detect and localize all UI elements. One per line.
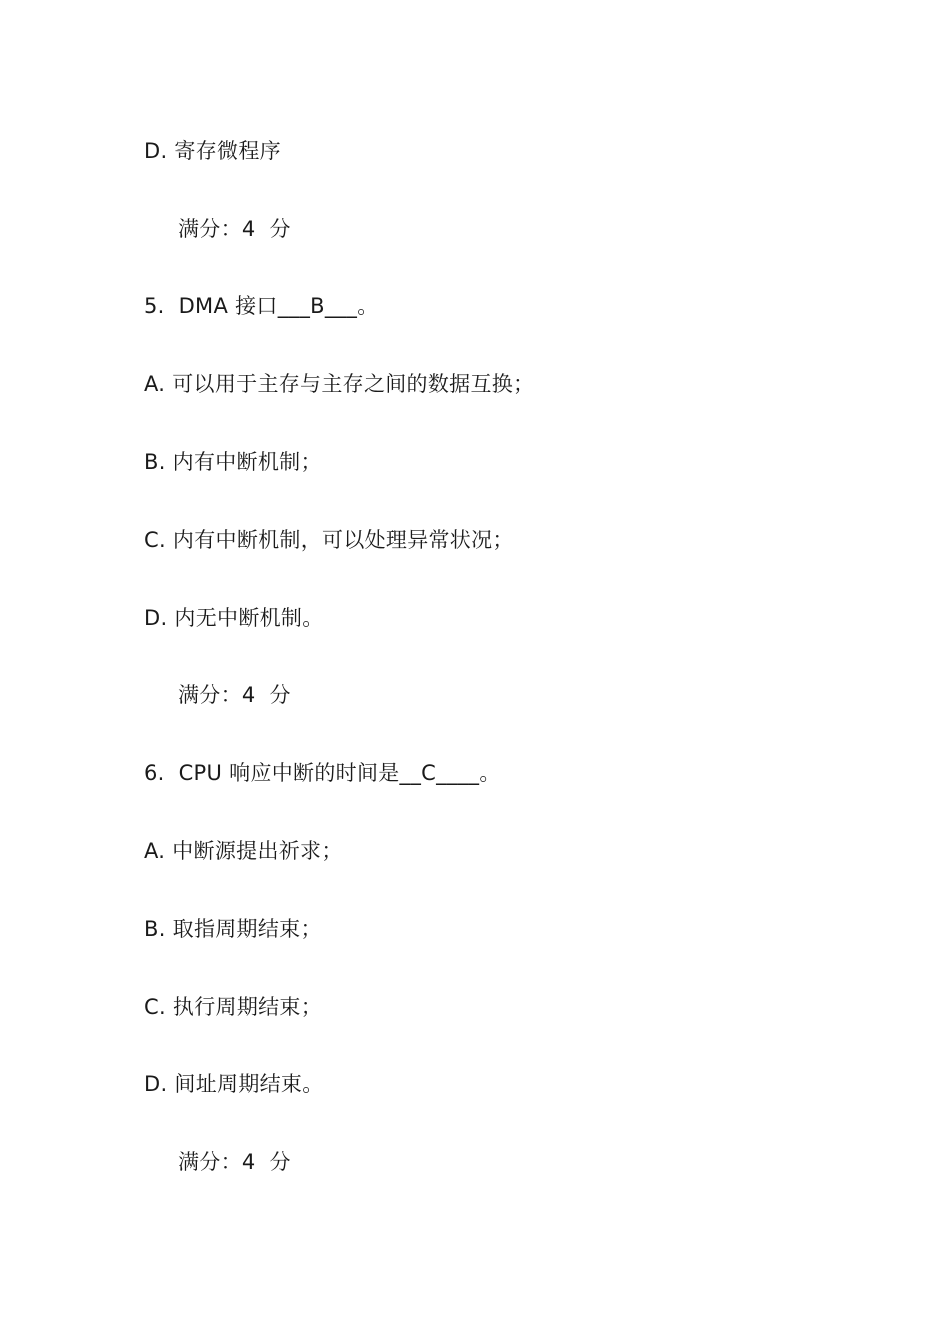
score-q4: 满分：4 分	[178, 217, 291, 241]
option-6a: A. 中断源提出祈求；	[144, 839, 343, 863]
option-5c: C. 内有中断机制，可以处理异常状况；	[144, 528, 514, 552]
option-5a: A. 可以用于主存与主存之间的数据互换；	[144, 372, 535, 396]
question-6: 6. CPU 响应中断的时间是__C____。	[144, 761, 501, 785]
option-6b: B. 取指周期结束；	[144, 917, 322, 941]
question-5: 5. DMA 接口___B___。	[144, 294, 379, 318]
option-5d: D. 内无中断机制。	[144, 606, 324, 630]
score-q5: 满分：4 分	[178, 683, 291, 707]
option-4d: D. 寄存微程序	[144, 139, 281, 163]
option-6c: C. 执行周期结束；	[144, 995, 323, 1019]
score-q6: 满分：4 分	[178, 1150, 291, 1174]
option-6d: D. 间址周期结束。	[144, 1072, 324, 1096]
option-5b: B. 内有中断机制；	[144, 450, 322, 474]
